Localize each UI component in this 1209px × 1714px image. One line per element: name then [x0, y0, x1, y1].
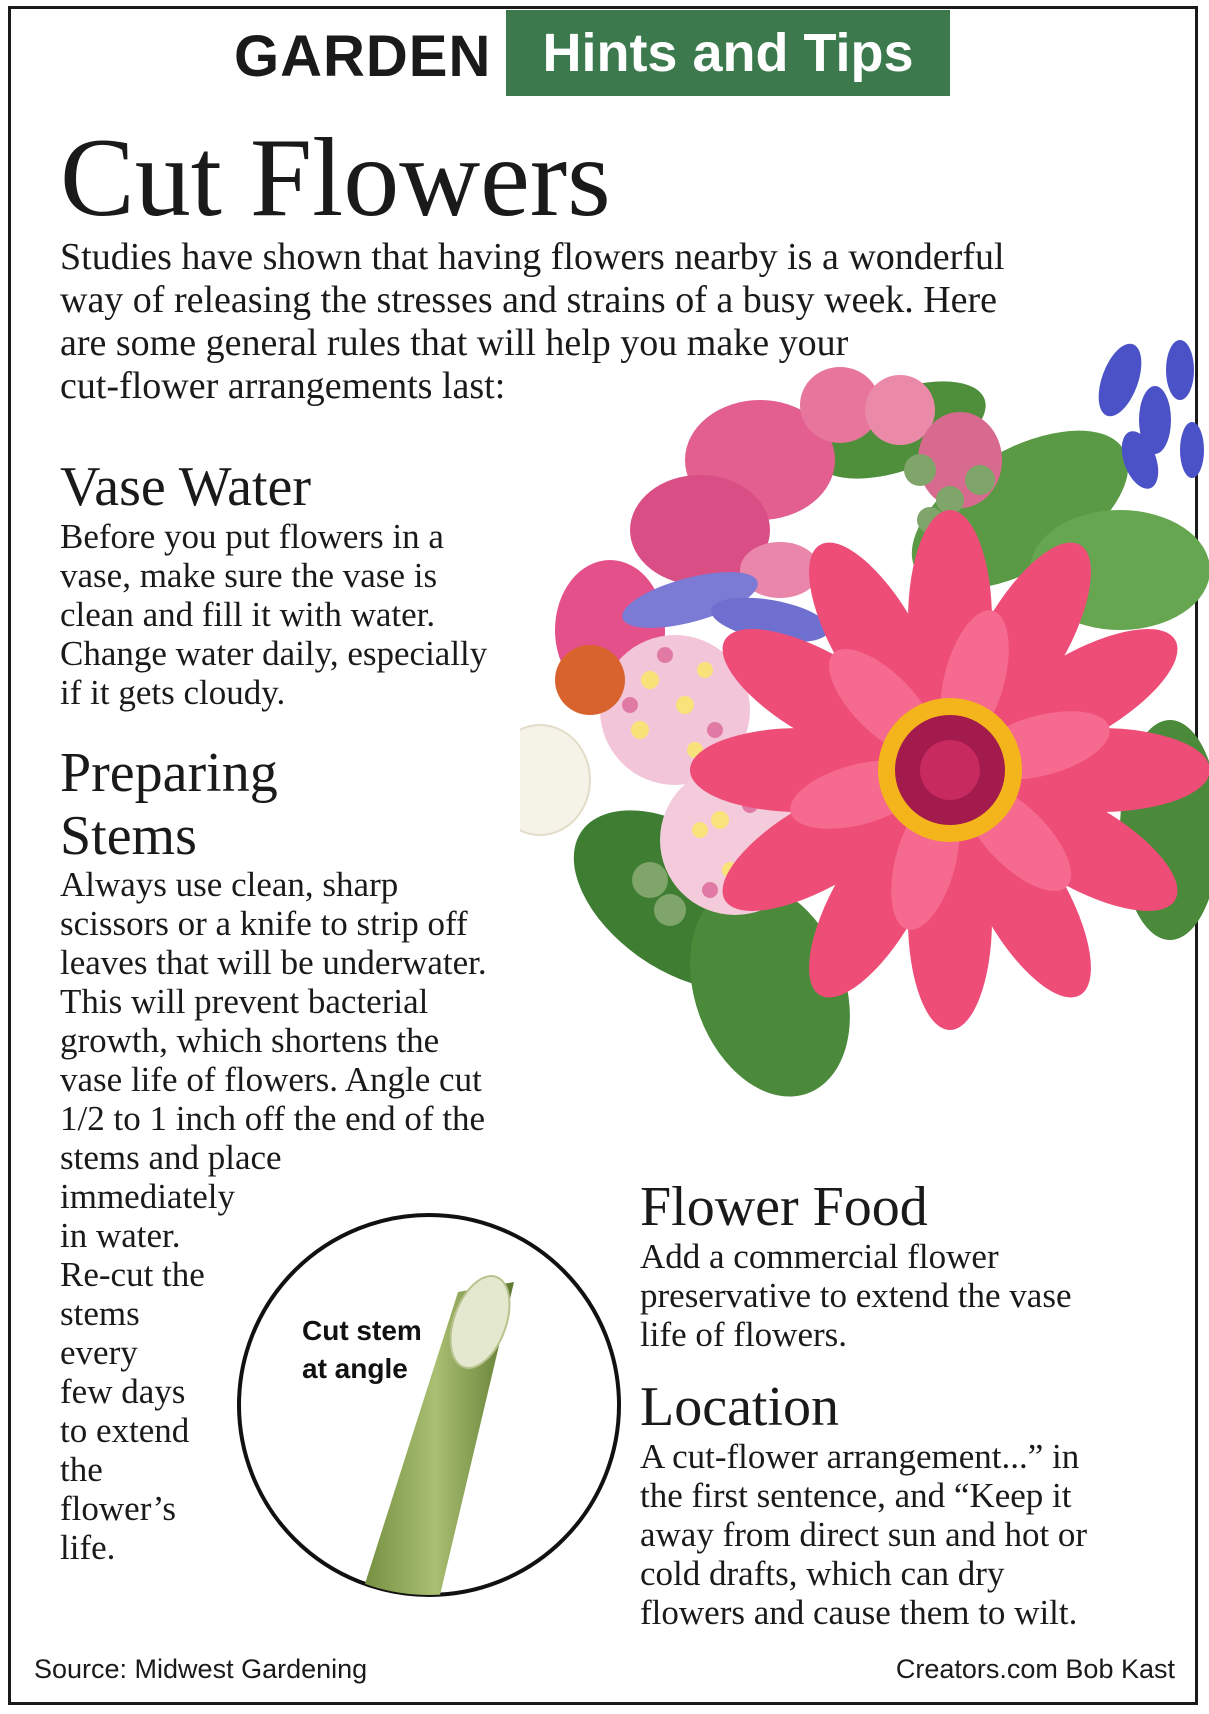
intro-line: way of releasing the stresses and strains of a busy week. Here [60, 279, 998, 321]
white-flower [520, 725, 590, 835]
page-title: Cut Flowers [60, 116, 611, 240]
flower-food-text [640, 1237, 1071, 1354]
orange-flower [555, 645, 625, 715]
text-line: flowers and cause them to wilt. [640, 1593, 1078, 1632]
heading-location: Location [640, 1376, 840, 1438]
source-credit: Source: Midwest Gardening [34, 1654, 368, 1684]
cut-stem-illustration [236, 1212, 622, 1598]
text-line: vase, make sure the vase is [60, 556, 438, 595]
text-line: Before you put flowers in a [60, 517, 444, 556]
text-line: Re-cut the [60, 1255, 205, 1294]
text-line: life of flowers. [640, 1315, 848, 1354]
text-line: to extend [60, 1411, 190, 1450]
heading-preparing: Preparing [60, 742, 278, 804]
location-text [640, 1437, 1087, 1632]
heading-vase-water: Vase Water [60, 456, 312, 518]
stem-label-line2: at angle [302, 1353, 408, 1384]
section-banner: Hints and Tips [506, 10, 950, 96]
intro-line: Studies have shown that having flowers nearby is a wonderful [60, 236, 1005, 278]
text-line: few days [60, 1372, 186, 1411]
text-line: growth, which shortens the [60, 1021, 440, 1060]
text-line: This will prevent bacterial [60, 982, 429, 1021]
text-line: stems [60, 1294, 140, 1333]
text-line: Always use clean, sharp [60, 865, 399, 904]
text-line: clean and fill it with water. [60, 595, 436, 634]
text-line: the first sentence, and “Keep it [640, 1476, 1072, 1515]
text-line: vase life of flowers. Angle cut [60, 1060, 482, 1099]
text-line: immediately [60, 1177, 235, 1216]
text-line: preservative to extend the vase [640, 1276, 1072, 1315]
text-line: the [60, 1450, 103, 1489]
flower-bouquet-image [520, 310, 1209, 1180]
heading-flower-food: Flower Food [640, 1176, 928, 1238]
heading-stems: Stems [60, 805, 197, 867]
text-line: in water. [60, 1216, 181, 1255]
kicker-garden: GARDEN [234, 24, 492, 89]
author-credit: Creators.com Bob Kast [895, 1654, 1175, 1684]
intro-line: are some general rules that will help you make your [60, 322, 849, 364]
text-line: life. [60, 1528, 116, 1567]
text-line: leaves that will be underwater. [60, 943, 487, 982]
stem-label-line1: Cut stem [302, 1315, 422, 1346]
text-line: scissors or a knife to strip off [60, 904, 468, 943]
text-line: Change water daily, especially [60, 634, 488, 673]
text-line: every [60, 1333, 138, 1372]
vase-water-text [60, 517, 487, 712]
text-line: A cut-flower arrangement...” in [640, 1437, 1080, 1476]
text-line: flower’s [60, 1489, 176, 1528]
text-line: cold drafts, which can dry [640, 1554, 1005, 1593]
text-line: away from direct sun and hot or [640, 1515, 1088, 1554]
text-line: if it gets cloudy. [60, 673, 286, 712]
text-line: stems and place [60, 1138, 282, 1177]
text-line: Add a commercial flower [640, 1237, 999, 1276]
text-line: 1/2 to 1 inch off the end of the [60, 1099, 486, 1138]
intro-line: cut-flower arrangements last: [60, 365, 506, 407]
